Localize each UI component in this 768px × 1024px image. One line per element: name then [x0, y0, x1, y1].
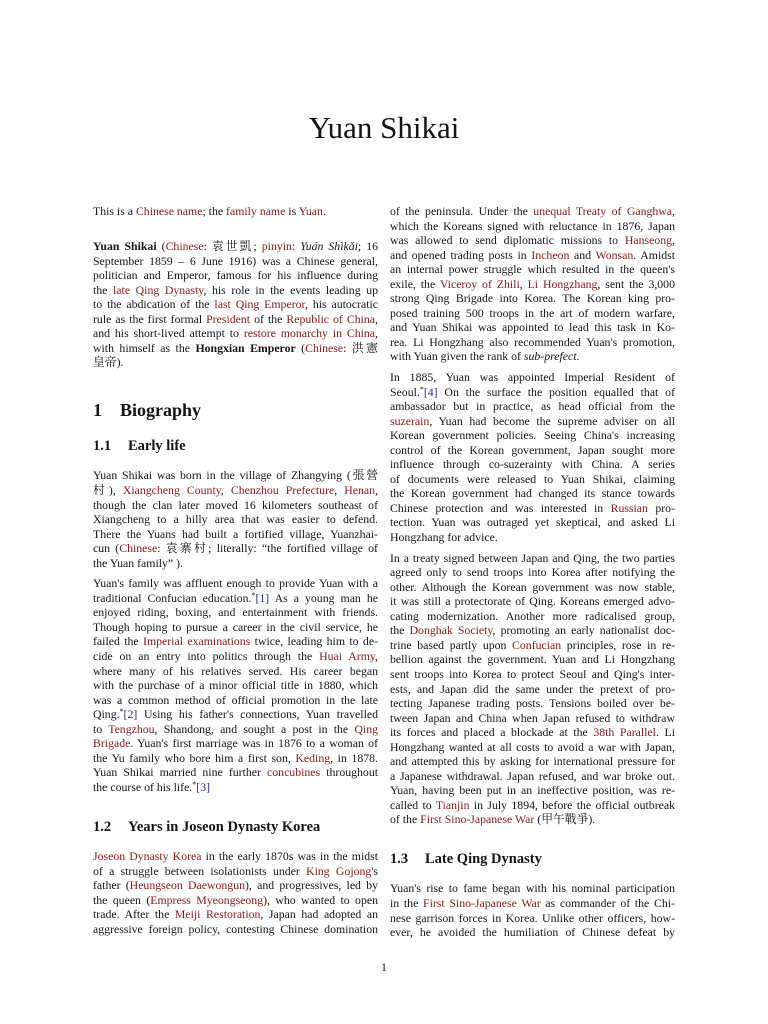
text-run: :: [291, 239, 301, 254]
text-run: of the peninsula. Under the: [390, 204, 534, 218]
bold-text: Hongxian Emperor: [195, 340, 296, 355]
text-run: ), and progressives, led by: [245, 878, 378, 893]
text-run: ,: [220, 483, 231, 498]
text-run: the Korean government had changed its stance towards: [390, 486, 675, 501]
text-line: [390, 881, 675, 896]
text-line: [93, 341, 378, 356]
text-run: of documents were released to Yuan Shikai, claiming: [390, 471, 675, 486]
text-line: [390, 414, 675, 429]
text-run: its forces and placed a blockade at the: [390, 725, 594, 740]
link[interactable]: Yuan: [298, 204, 323, 218]
text-line: [390, 551, 675, 566]
column-right: [390, 204, 675, 946]
text-line: [390, 291, 675, 306]
section-title: Early life: [128, 437, 186, 454]
text-line: [390, 682, 675, 697]
link[interactable]: Empress Myeongseong: [150, 892, 264, 907]
text-run: and Yuan Shikai was appointed to lead this task in Ko-: [390, 320, 675, 335]
text-run: agreed only to send troops into Korea after notifying the: [390, 565, 675, 580]
text-line: [93, 780, 378, 795]
text-line: [93, 541, 378, 556]
reference-link[interactable]: [1]: [255, 590, 270, 605]
text-run: of a struggle between isolationists under: [93, 863, 307, 878]
text-run: : 袁世凱;: [203, 239, 262, 254]
text-run: 村),: [93, 483, 123, 498]
text-line: [390, 594, 675, 609]
text-line: [93, 922, 378, 937]
text-line: [93, 707, 378, 722]
paragraph: [390, 551, 675, 827]
text-run: September 1859 – 6 June 1916) was a Chinese general,: [93, 253, 378, 268]
text-line: [93, 736, 378, 751]
text-run: where many of his relatives served. His career began: [93, 663, 378, 678]
link[interactable]: President: [206, 311, 251, 326]
text-run: exile, the: [390, 276, 440, 291]
text-line: [390, 443, 675, 458]
text-run: . Yuan's first marriage was in 1876 to a woman of: [130, 736, 378, 751]
text-run: , his autocratic: [304, 297, 378, 312]
text-line: [93, 239, 378, 254]
text-run: failed the: [93, 634, 144, 649]
text-run: other. Although the Korean government was now stable,: [390, 579, 675, 594]
text-line: [390, 428, 675, 443]
link[interactable]: Heungseon Daewongun: [129, 878, 245, 893]
text-run: (: [295, 340, 306, 355]
link[interactable]: Brigade: [93, 736, 131, 751]
paragraph: [93, 468, 378, 570]
text-run: , in 1878.: [330, 750, 378, 765]
text-run: ; 16: [357, 239, 378, 254]
link[interactable]: Chinese: [119, 541, 158, 556]
link[interactable]: family name: [226, 204, 286, 218]
text-line: [390, 248, 675, 263]
text-line: [390, 204, 675, 219]
text-line: [390, 501, 675, 516]
text-line: [390, 580, 675, 595]
link[interactable]: Republic of China: [286, 311, 376, 326]
paragraph: [390, 370, 675, 545]
link[interactable]: suzerain: [390, 413, 430, 428]
link[interactable]: unequal Treaty of Ganghwa: [533, 204, 673, 218]
text-run: principles, rose in re-: [561, 637, 675, 652]
text-run: the Yuan family” ).: [93, 555, 183, 570]
text-run: In 1885, Yuan was appointed Imperial Resident of: [390, 370, 675, 385]
text-run: .: [576, 349, 580, 364]
text-run: Seoul.: [390, 384, 420, 399]
link[interactable]: Li Hongzhang: [527, 276, 598, 291]
text-line: [390, 667, 675, 682]
page-title: Yuan Shikai: [308, 110, 460, 145]
text-line: [93, 605, 378, 620]
text-run: ,: [334, 483, 345, 498]
text-line: [390, 262, 675, 277]
text-run: in the: [390, 896, 424, 911]
link[interactable]: Tianjin: [435, 797, 470, 812]
paragraph: [93, 849, 378, 936]
text-run: was a common method of official promotion in the late: [93, 692, 378, 707]
italic-text: Yuán Shìkǎi: [300, 239, 358, 254]
text-line: [390, 652, 675, 667]
paragraph: [93, 239, 378, 370]
text-line: [93, 620, 378, 635]
text-run: Qing.: [93, 707, 120, 722]
link[interactable]: Huai Army: [319, 649, 376, 664]
text-run: : 袁寨村; literally: “the fortified village of: [157, 541, 378, 556]
link[interactable]: Henan: [344, 483, 376, 498]
text-run: On the surface the position equalled that of: [437, 384, 675, 399]
paragraph: [93, 576, 378, 794]
link[interactable]: Keding: [295, 750, 331, 765]
text-line: [390, 783, 675, 798]
text-run: Yuan Shikai married nine further: [93, 765, 268, 780]
text-line: [390, 754, 675, 769]
link[interactable]: pinyin: [261, 239, 292, 254]
subsection-heading: [93, 437, 378, 455]
text-run: aggressive foreign policy, contesting Chinese domination: [93, 921, 378, 936]
text-run: of the: [390, 812, 421, 827]
text-line: [390, 638, 675, 653]
text-run: trade. After the: [93, 907, 175, 922]
text-line: [93, 312, 378, 327]
text-line: [390, 925, 675, 940]
text-run: ), who wanted to open: [263, 892, 378, 907]
text-run: was allowed to send diplomatic missions to: [390, 233, 625, 248]
text-run: cating modernization. Another more radicalised group,: [390, 608, 675, 623]
text-run: in July 1894, before the official outbreak: [469, 797, 675, 812]
section-title: Late Qing Dynasty: [425, 850, 542, 867]
section-number: 1.2: [93, 818, 112, 835]
link[interactable]: First Sino-Japanese War: [420, 812, 535, 827]
reference-link[interactable]: [3]: [196, 779, 211, 794]
text-run: the course of his life.: [93, 779, 193, 794]
text-line: [390, 349, 675, 364]
text-line: [390, 711, 675, 726]
subsection-heading: [93, 818, 378, 836]
text-run: Yuan's rise to fame began with his nominal participation: [390, 881, 675, 896]
text-line: [390, 233, 675, 248]
link[interactable]: Viceroy of Zhili: [439, 276, 520, 291]
reference-link[interactable]: [4]: [423, 384, 438, 399]
text-run: which the Koreans signed with reluctance in 1876, Japan: [390, 218, 675, 233]
text-run: Xiangcheng to a hilly area that was easier to defend.: [93, 512, 378, 527]
text-line: [390, 457, 675, 472]
text-run: a Japanese withdrawal. Japan refused, and war broke out.: [390, 768, 675, 783]
text-run: ,: [375, 326, 378, 341]
link[interactable]: Donghak Society: [409, 623, 493, 638]
text-line: [390, 696, 675, 711]
text-run: the Yu family who bore him a first son,: [93, 750, 296, 765]
text-run: Korean government policies. Seeing China's increasing: [390, 428, 675, 443]
citation-marker: *: [419, 384, 424, 394]
text-run: called to: [390, 797, 436, 812]
text-run: and: [569, 247, 596, 262]
text-run: .: [322, 204, 326, 218]
text-run: cun (: [93, 541, 120, 556]
text-line: [93, 678, 378, 693]
text-run: to the abdication of the: [93, 297, 215, 312]
text-line: [93, 591, 378, 606]
text-run: , promoting an early nationalist doc-: [492, 623, 675, 638]
text-line: [93, 864, 378, 879]
citation-marker: *: [192, 779, 197, 789]
text-run: posed training 500 troops in the art of modern warfare,: [390, 305, 675, 320]
text-run: Using his father's connections, Yuan travelled: [137, 707, 378, 722]
text-line: [390, 385, 675, 400]
text-run: ,: [672, 233, 675, 248]
text-run: tecting Japanese trading posts. Tensions boiled over be-: [390, 696, 675, 711]
text-line: [93, 297, 378, 312]
text-line: [390, 486, 675, 501]
link[interactable]: last Qing Emperor: [214, 297, 305, 312]
text-line: [93, 893, 378, 908]
text-run: twice, leading him to de-: [250, 634, 378, 649]
link[interactable]: concubines: [267, 765, 321, 780]
text-run: , Japan had adopted an: [260, 907, 378, 922]
link[interactable]: 38th Parallel: [593, 725, 656, 740]
text-line: [390, 335, 675, 350]
reference-link[interactable]: [2]: [123, 707, 138, 722]
text-run: ,: [519, 276, 528, 291]
text-run: . Li: [655, 725, 675, 740]
section-title: Years in Joseon Dynasty Korea: [128, 818, 321, 835]
text-run: the: [390, 623, 410, 638]
text-line: [93, 722, 378, 737]
text-run: and attempted this by asking for international pressure for: [390, 754, 675, 769]
text-line: [93, 468, 378, 483]
text-run: influence through co-suzerainty with China. A series: [390, 457, 675, 472]
text-run: bellion against the government. Yuan and Li Hongzhang: [390, 652, 675, 667]
text-line: [93, 268, 378, 283]
text-run: . Amidst: [633, 247, 675, 262]
text-line: [390, 320, 675, 335]
link[interactable]: Chinese: [165, 239, 204, 254]
link[interactable]: Joseon Dynasty Korea: [93, 849, 202, 863]
text-run: it was still a protectorate of Qing. Koreans emerged advo-: [390, 594, 675, 609]
link[interactable]: Incheon: [531, 247, 570, 262]
text-run: with himself as the: [93, 340, 196, 355]
text-line: [93, 283, 378, 298]
section-number: 1.3: [390, 850, 409, 867]
text-run: nese garrison forces in Korea. Unlike other officers, how-: [390, 910, 675, 925]
text-line: [93, 576, 378, 591]
text-run: rea. Li Hongzhang also recommended Yuan's promotion,: [390, 334, 675, 349]
text-line: [390, 530, 675, 545]
section-number: 1: [93, 399, 102, 420]
link[interactable]: restore monarchy in China: [243, 326, 376, 341]
text-run: strong Qing Brigade into Korea. The Korean king pro-: [390, 291, 675, 306]
text-line: [390, 740, 675, 755]
text-line: [390, 725, 675, 740]
text-line: [390, 306, 675, 321]
text-line: [93, 649, 378, 664]
text-run: ambassador but in practice, as head official from the: [390, 399, 675, 414]
text-run: 's: [371, 863, 379, 878]
link[interactable]: Russian: [610, 500, 648, 515]
link[interactable]: Xiangcheng County: [122, 483, 221, 498]
text-line: [93, 483, 378, 498]
text-line: [93, 254, 378, 269]
page-number: 1: [381, 960, 387, 974]
subsection-heading: [390, 850, 675, 868]
text-line: [93, 693, 378, 708]
text-line: [93, 878, 378, 893]
section-title: Biography: [120, 399, 202, 420]
text-line: [390, 277, 675, 292]
text-run: enjoyed riding, boxing, and entertainment with friends.: [93, 605, 378, 620]
text-line: [390, 623, 675, 638]
text-line: [93, 634, 378, 649]
text-line: [93, 751, 378, 766]
text-run: There the Yuans had built a fortified village, Yuanzhai-: [93, 526, 378, 541]
link[interactable]: Tengzhou: [108, 721, 155, 736]
text-run: an internal power struggle which resulted in the queen's: [390, 262, 675, 277]
text-run: , sent the 3,000: [597, 276, 675, 291]
text-run: (: [156, 239, 166, 254]
link[interactable]: Qing: [354, 721, 378, 736]
text-line: [93, 527, 378, 542]
text-run: (甲午戰爭).: [534, 812, 596, 827]
text-run: cide on an entry into politics through the: [93, 649, 320, 664]
text-run: pro-: [647, 500, 675, 515]
text-line: [390, 769, 675, 784]
text-line: [93, 204, 378, 219]
link[interactable]: late Qing Dynasty: [113, 282, 204, 297]
link[interactable]: Imperial examinations: [143, 634, 251, 649]
citation-marker: *: [119, 707, 124, 717]
text-line: [93, 556, 378, 571]
hatnote: [93, 204, 378, 219]
paragraph: [390, 204, 675, 364]
link[interactable]: Chenzhou Prefecture: [230, 483, 335, 498]
text-line: [390, 812, 675, 827]
column-left: [93, 204, 378, 942]
link[interactable]: Hanseong: [624, 233, 673, 248]
text-line: [390, 896, 675, 911]
text-line: [93, 498, 378, 513]
text-run: is: [285, 204, 299, 218]
text-run: and opened trading posts in: [390, 247, 532, 262]
text-run: Yuan, having been put in an ineffective position, was re-: [390, 783, 675, 798]
italic-text: sub-prefect: [523, 349, 577, 364]
text-run: Yuan's family was affluent enough to provide Yuan with a: [93, 576, 378, 591]
text-run: Yuan Shikai was born in the village of Zhangying (張營: [93, 468, 378, 483]
text-run: in the early 1870s was in the midst: [201, 849, 378, 863]
text-line: [390, 399, 675, 414]
text-run: with Yuan given the rank of: [390, 349, 524, 364]
link[interactable]: Meiji Restoration: [174, 907, 261, 922]
text-run: Chinese protection and was interested in: [390, 500, 611, 515]
paragraph: [390, 881, 675, 939]
text-run: ; the: [202, 204, 227, 218]
text-run: , his role in the events leading up: [203, 282, 378, 297]
text-run: , Yuan had become the supreme adviser on all: [429, 413, 675, 428]
text-run: of the: [250, 311, 287, 326]
text-run: This is a: [93, 204, 136, 218]
link[interactable]: Chinese: [305, 340, 344, 355]
text-line: [93, 664, 378, 679]
link[interactable]: Wonsan: [595, 247, 634, 262]
text-line: [390, 472, 675, 487]
text-run: 皇帝).: [93, 355, 124, 370]
text-run: tween Japan and China when Japan refused to withdraw: [390, 710, 675, 725]
link[interactable]: Confucian: [512, 637, 562, 652]
text-run: sent troops into Korea to protect Seoul and Qing's inter-: [390, 666, 675, 681]
text-run: with the purchase of a minor official title in 1880, which: [93, 678, 378, 693]
text-line: [93, 512, 378, 527]
text-line: [93, 765, 378, 780]
text-run: : 洪憲: [343, 340, 378, 355]
link[interactable]: King Gojong: [306, 863, 372, 878]
text-run: and his short-lived attempt to: [93, 326, 244, 341]
text-run: rule as the first formal: [93, 311, 207, 326]
text-run: father (: [93, 878, 130, 893]
text-run: politician and Emperor, famous for his influence during: [93, 268, 378, 283]
text-line: [390, 911, 675, 926]
text-run: tection. Yuan was outraged yet skeptical, and asked Li: [390, 515, 675, 530]
link[interactable]: First Sino-Japanese War: [423, 896, 541, 911]
text-run: as commander of the Chi-: [540, 896, 675, 911]
text-run: ever, he avoided the humiliation of Chinese defeat by: [390, 925, 675, 940]
text-run: Hongzhang for advice.: [390, 530, 498, 545]
text-run: ests, and Japan did the same under the pretext of pro-: [390, 681, 675, 696]
text-run: , Shandong, and sought a post in the: [154, 721, 355, 736]
text-line: [390, 609, 675, 624]
text-run: the queen (: [93, 892, 151, 907]
text-run: In a treaty signed between Japan and Qing, the two parties: [390, 550, 675, 565]
text-run: throughout: [320, 765, 378, 780]
text-run: As a young man he: [269, 590, 378, 605]
text-run: traditional Confucian education.: [93, 590, 252, 605]
text-line: [390, 515, 675, 530]
text-line: [93, 849, 378, 864]
text-run: trine based partly upon: [390, 637, 513, 652]
text-run: to: [93, 721, 109, 736]
section-number: 1.1: [93, 437, 112, 454]
text-line: [390, 219, 675, 234]
text-line: [390, 565, 675, 580]
text-line: [93, 907, 378, 922]
text-run: ,: [375, 483, 379, 498]
text-run: control of the Korean government, Japan sought more: [390, 442, 675, 457]
bold-text: Yuan Shikai: [93, 239, 157, 254]
link[interactable]: Chinese name: [135, 204, 203, 218]
text-line: [390, 370, 675, 385]
text-line: [93, 355, 378, 370]
text-line: [93, 326, 378, 341]
text-run: ,: [375, 311, 378, 326]
text-run: Though hoping to pursue a career in the civil service, he: [93, 619, 378, 634]
text-run: Hongzhang wanted at all costs to avoid a war with Japan,: [390, 739, 675, 754]
text-run: the: [93, 282, 114, 297]
text-line: [390, 798, 675, 813]
citation-marker: *: [251, 590, 256, 600]
text-run: ,: [672, 204, 675, 218]
text-run: though the clan later moved 16 kilometers southeast of: [93, 497, 378, 512]
text-run: ,: [375, 649, 378, 664]
section-heading: [93, 399, 378, 421]
